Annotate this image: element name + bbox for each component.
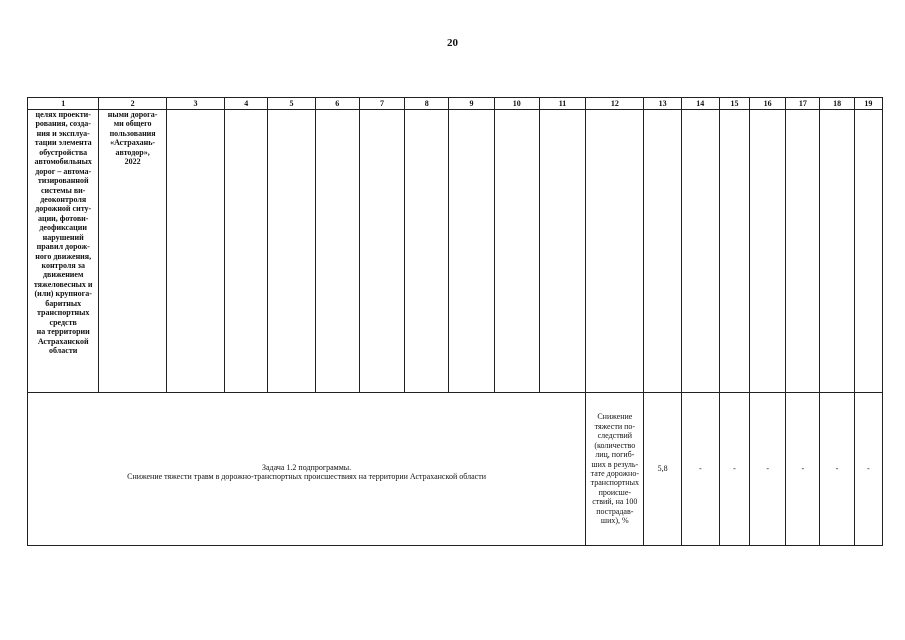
empty-cell [786,110,820,393]
indicator-value: - [681,393,719,546]
column-number-row [28,98,883,110]
indicator-cell [586,393,644,546]
column-number: 10 [494,98,539,110]
task-description: Снижение тяжести травм в дорожно-транспортных происшествиях на территории Астраханской области [127,472,486,481]
column-number: 2 [99,98,166,110]
empty-cell [359,110,404,393]
column-number: 3 [166,98,224,110]
indicator-value: - [854,393,882,546]
empty-cell [681,110,719,393]
column-number: 11 [539,98,585,110]
indicator-value: - [820,393,854,546]
column-number: 13 [644,98,681,110]
column-number: 18 [820,98,854,110]
task-row [28,393,883,546]
empty-cell [166,110,224,393]
empty-cell [820,110,854,393]
column-number: 9 [449,98,494,110]
task-title: Задача 1.2 подпрограммы. [261,462,352,472]
column-number: 8 [405,98,449,110]
activity-description: целях проекти- рования, созда- ния и эксплуа- тации элемента обустройства автомобильных дорог – автома- тизированной системы ви- деоконтроля дорожной ситу- ации, фотови- деофиксации нарушений правил дорож- ного движения, контроля за движением тяжеловесных и (или) крупнога- баритных транспортных средств на территории Астраханской области [33,110,93,355]
column-number: 16 [750,98,786,110]
indicator-value: 5,8 [644,393,681,546]
empty-cell [854,110,882,393]
empty-cell [719,110,749,393]
indicator-text: Снижение тяжести по- следствий (количество лиц, погиб- ших в резуль- тате дорожно- транспортных происше- ствий, на 100 пострадав- ших), % [590,412,639,526]
column-number: 1 [28,98,99,110]
executor-text: ными дорога- ми общего пользования «Астрахань- автодор», 2022 [107,110,158,167]
empty-cell [315,110,359,393]
empty-cell [449,110,494,393]
page-number: 20 [447,37,458,49]
column-number: 6 [315,98,359,110]
activity-description-cell [28,110,99,393]
empty-cell [644,110,681,393]
indicator-value: - [719,393,749,546]
executor-cell [99,110,166,393]
task-heading-cell [28,393,586,546]
empty-cell [586,110,644,393]
column-number: 5 [268,98,315,110]
empty-cell [539,110,585,393]
column-number: 15 [719,98,749,110]
empty-cell [268,110,315,393]
empty-cell [494,110,539,393]
column-number: 19 [854,98,882,110]
indicator-value: - [750,393,786,546]
column-number: 12 [586,98,644,110]
column-number: 17 [786,98,820,110]
program-table [27,97,883,546]
empty-cell [750,110,786,393]
empty-cell [225,110,268,393]
column-number: 4 [225,98,268,110]
table-row [28,110,883,393]
empty-cell [405,110,449,393]
column-number: 14 [681,98,719,110]
indicator-value: - [786,393,820,546]
column-number: 7 [359,98,404,110]
